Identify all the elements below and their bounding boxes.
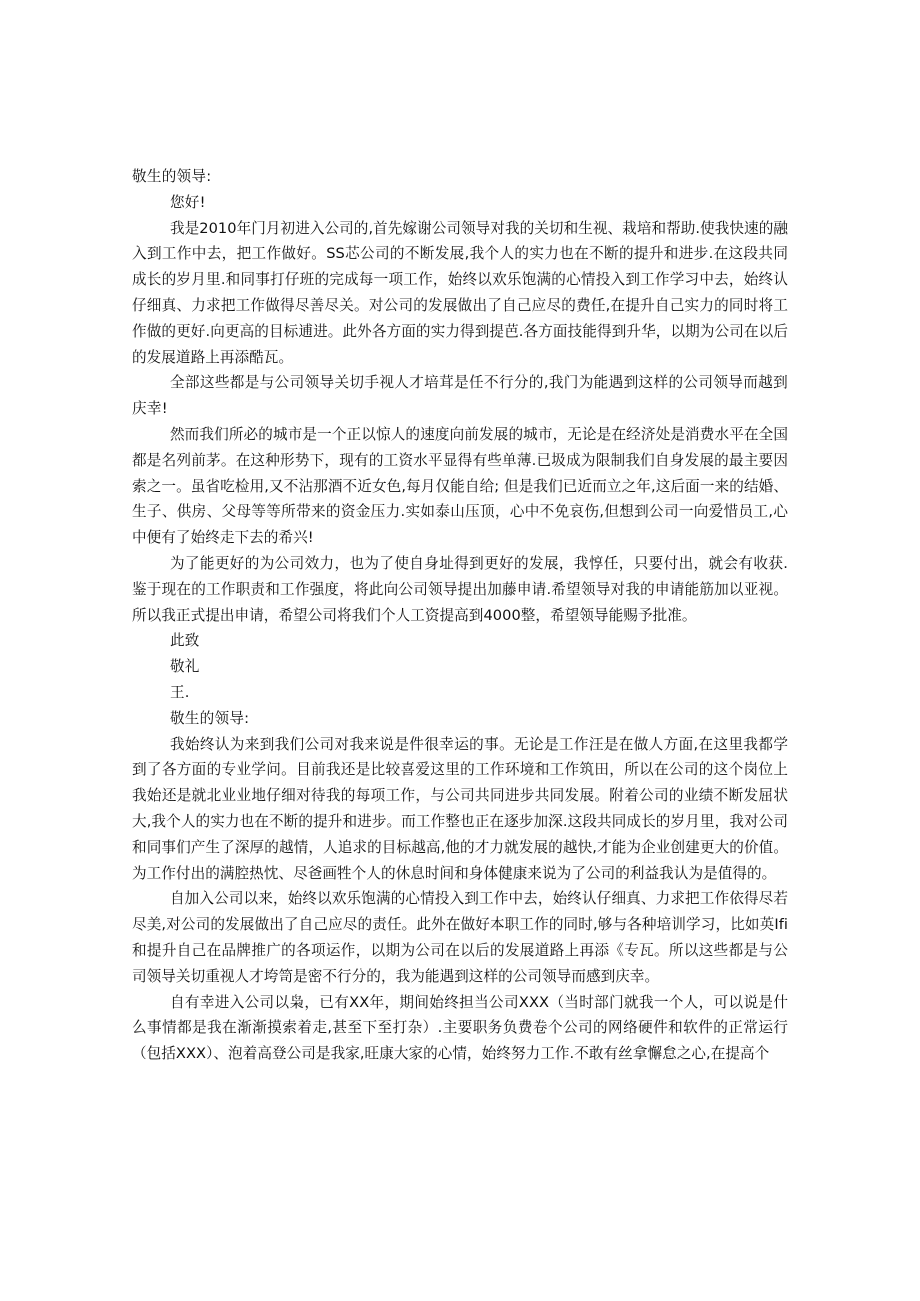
letter2-paragraph: 我始终认为来到我们公司对我来说是件很幸运的事。无论是工作汪是在做人方面,在这里我都学到了各方面的专业学问。目前我还是比较喜爱这里的工作环境和工作筑田，所以在公司的这个岗位上我始还是就北业业地仔细对待我的每项工作，与公司共同进步共同发展。附着公司的业绩不断发屈状大,我个人的实力也在不断的提升和进步。而工作整也正在逐步加深.这段共同成长的岁月里，我对公司和同事们产生了深厚的越情，人追求的目标越高,他的才力就发展的越快,才能为企业创建更大的价值。为工作付出的满腔热忱、尽爸画牲个人的休息时间和身体健康来说为了公司的利益我认为是值得的。 [132,735,788,882]
letter1-paragraph: 为了能更好的为公司效力，也为了使自身址得到更好的发展，我惇任，只要付出，就会有收获.鉴于现在的工作职责和工作强度，将此向公司领导提出加藤申请.希望领导对我的申请能筋加以亚视。所以我正式提出申请，希望公司将我们个人工资提高到4000整，希望领导能赐予批准。 [132,554,788,624]
letter2-salutation: 敬生的领导: [169,709,250,727]
letter1-paragraph: 然而我们所必的城市是一个正以惊人的速度向前发展的城市，无论是在经济处是消费水平在全国都是名列前茅。在这种形势下，现有的工资水平显得有些单薄.已圾成为限制我们自身发展的最主要因索之一。虽省吃检用,又不沾那酒不近女色,每月仅能自给; 但是我们已近而立之年,这后面一来的结婚、生子、供房、父母等等所带来的资金压力.实如泰山压顶，心中不免哀伤,但想到公司一向爱惜员工,心中便有了始终走下去的希兴! [132,425,788,547]
letter1-paragraph: 我是2010年门月初进入公司的,首先嫁谢公司领导对我的关切和生视、栽培和帮助.使我快速的融入到工作中去，把工作做好。SS芯公司的不断发展,我个人的实力也在不断的提升和进步.在这段共同成长的岁月里.和同事打仔班的完成每一项工作，始终以欢乐饱满的心情投入到工作学习中去，始终认仔细真、力求把工作做得尽善尽关。对公司的发展做出了自己应尽的费任,在提升自己实力的同时将工作做的更好.向更高的目标逋进。此外各方面的实力得到提芭.各方面技能得到升华，以期为公司在以后的发展道路上再添酷瓦。 [132,219,788,366]
letter1-paragraph: 全部这些都是与公司领导关切手视人才培茸是任不行分的,我门为能遇到这样的公司领导而越到庆幸! [132,374,788,418]
letter2-paragraph: 自加入公司以来，始终以欢乐饱满的心情投入到工作中去，始终认仔细真、力求把工作依得尽若尽美,对公司的发展做出了自己应尽的责任。此外在做好本职工作的同时,够与各种培训学习，比如英Ifi和提升自己在品牌推广的各项运作，以期为公司在以后的发展道路上再添《专瓦。所以这些都是与公司领导关切重视人才垮笥是密不行分的，我为能遇到这样的公司领导而感到庆幸。 [132,890,788,985]
letter1-signature: 王. [169,683,190,701]
document-body [132,164,788,1067]
letter1-closing-line1: 此致 [169,632,200,650]
letter1-closing-line2: 敬礼 [169,658,200,676]
letter1-greeting: 您好! [169,193,206,211]
letter1-salutation: 敬生的领导: [132,168,212,185]
letter2-paragraph: 自有幸进入公司以枭，已有XX年，期间始终担当公司XXX（当时部门就我一个人，可以说是什么事情都是我在渐渐摸索着走,甚至下至打杂）.主要职务负费卷个公司的网络硬件和软件的正常运行（包括XXX）、泡着高登公司是我家,旺康大家的心情，始终努力工作.不敢有丝拿懈怠之心,在提高个 [132,993,788,1063]
